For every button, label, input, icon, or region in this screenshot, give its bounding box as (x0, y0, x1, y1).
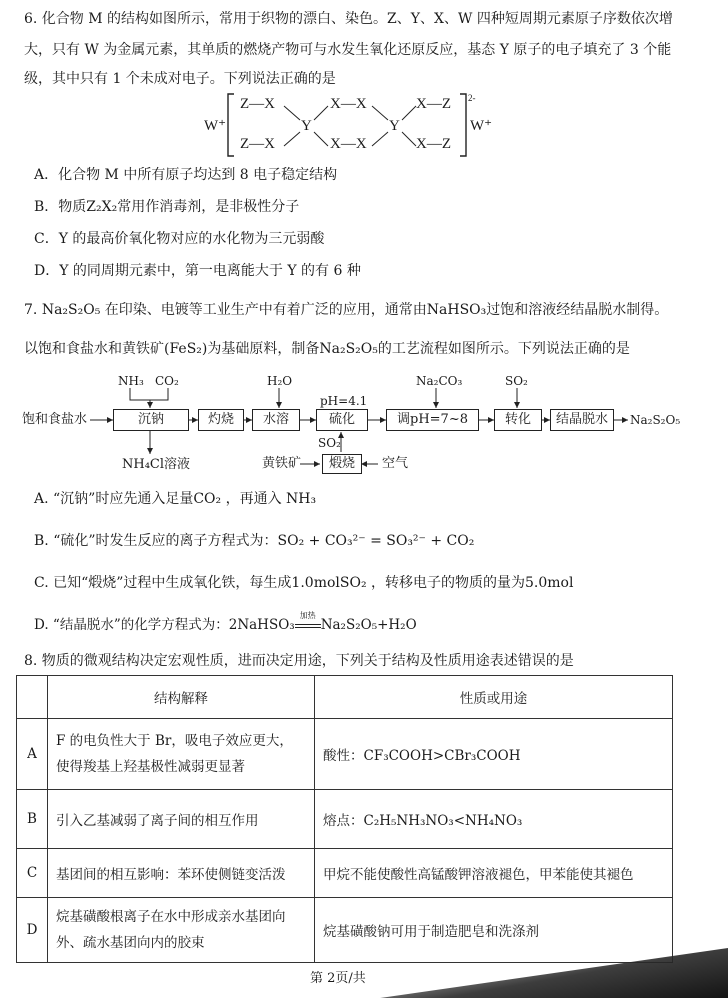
q6-option-c: C．Y 的最高价氧化物对应的水化物为三元弱酸 (34, 231, 325, 247)
flow-start-label: 饱和食盐水 (22, 412, 88, 427)
formula-charge: 2- (468, 93, 476, 103)
formula-bottom-mid: X—X (330, 136, 367, 152)
q6-option-a: A．化合物 M 中所有原子均达到 8 电子稳定结构 (34, 167, 338, 183)
formula-y2: Y (389, 118, 400, 134)
formula-bottom-left: Z—X (240, 136, 275, 152)
flow-co2: CO₂ (155, 374, 179, 388)
table-header-prop: 性质或用途 (315, 676, 673, 719)
formula-bottom-right: X—Z (416, 136, 451, 152)
formula-top-left: Z—X (240, 96, 275, 112)
q7-stem-line1: 7. Na₂S₂O₅ 在印染、电镀等工业生产中有着广泛的应用，通常由NaHSO₃过饱和溶液经结晶脱水制得。 (24, 302, 669, 318)
process-flowchart (0, 368, 728, 478)
flow-so2-mid: SO₂ (318, 436, 341, 450)
table-row: A F 的电负性大于 Br，吸电子效应更大，使得羧基上羟基极性减弱更显著 酸性：CF₃COOH>CBr₃COOH (17, 719, 673, 790)
page-footer: 第 2页/共 (310, 971, 366, 986)
flow-air: 空气 (382, 456, 409, 471)
flow-na2co3: Na₂CO₃ (416, 374, 463, 388)
flow-nh3: NH₃ (118, 374, 144, 388)
flow-box-zhuoshao: 灼烧 (198, 409, 244, 431)
q7-option-a: A. “沉钠”时应先通入足量CO₂ ，再通入 NH₃ (34, 491, 317, 507)
flow-h2o: H₂O (267, 374, 293, 388)
table-header-row (17, 676, 673, 719)
q6-stem-line2: 大，只有 W 为金属元素，其单质的燃烧产物可与水发生氧化还原反应，基态 Y 原子的电子填充了 3 个能 (24, 42, 672, 58)
flow-end-label: Na₂S₂O₅ (630, 413, 681, 427)
formula-w-left: W⁺ (204, 118, 227, 134)
q6-option-b: B．物质Z₂X₂常用作消毒剂，是非极性分子 (34, 199, 300, 215)
q6-option-d: D．Y 的同周期元素中，第一电离能大于 Y 的有 6 种 (34, 263, 361, 279)
table-row: D 烷基磺酸根离子在水中形成亲水基团向外、疏水基团向内的胶束 烷基磺酸钠可用于制造肥皂和洗涤剂 (17, 898, 673, 963)
flow-nh4cl: NH₄Cl溶液 (122, 457, 191, 472)
q6-stem-line1: 6. 化合物 M 的结构如图所示，常用于织物的漂白、染色。Z、Y、X、W 四种短周期元素原子序数依次增 (24, 11, 673, 27)
flow-box-calcine: 煅烧 (322, 454, 362, 474)
q7-option-c: C. 已知“煅烧”过程中生成氧化铁，每生成1.0molSO₂ ，转移电子的物质的量为5.0mol (34, 575, 574, 591)
heat-condition: 加热 (299, 611, 316, 620)
table-header-struct: 结构解释 (48, 676, 315, 719)
flow-box-zhuanhua: 转化 (494, 409, 542, 431)
table-row: C 基团间的相互影响：苯环使侧链变活泼 甲烷不能使酸性高锰酸钾溶液褪色，甲苯能使其褪色 (17, 849, 673, 898)
q6-stem-line3: 级，其中只有 1 个未成对电子。下列说法正确的是 (24, 71, 336, 87)
structure-formula (204, 90, 494, 162)
flow-ph-label: pH=4.1 (320, 394, 368, 408)
q8-table (16, 675, 673, 963)
q7-option-d: D. “结晶脱水”的化学方程式为：2NaHSO₃ 加热 Na₂S₂O₅+H₂O (34, 616, 417, 634)
flow-box-jiejing: 结晶脱水 (550, 409, 614, 431)
flow-so2-top: SO₂ (505, 374, 528, 388)
formula-top-mid: X—X (330, 96, 367, 112)
q8-stem: 8. 物质的微观结构决定宏观性质，进而决定用途，下列关于结构及性质用途表述错误的是 (24, 653, 574, 669)
formula-w-right: W⁺ (470, 118, 493, 134)
formula-y1: Y (301, 118, 312, 134)
table-row: B 引入乙基减弱了离子间的相互作用 熔点：C₂H₅NH₃NO₃<NH₄NO₃ (17, 790, 673, 849)
flow-pyrite: 黄铁矿 (262, 456, 302, 471)
formula-top-right: X—Z (416, 96, 451, 112)
table-header-key (17, 676, 48, 719)
flow-box-liuhua: 硫化 (316, 409, 368, 431)
q7-stem-line2: 以饱和食盐水和黄铁矿(FeS₂)为基础原料，制备Na₂S₂O₅的工艺流程如图所示。下列说法正确的是 (24, 341, 630, 357)
q7-option-b: B. “硫化”时发生反应的离子方程式为：SO₂ + CO₃²⁻ = SO₃²⁻ + CO₂ (34, 533, 475, 549)
flow-box-shuirong: 水溶 (252, 409, 300, 431)
flow-box-tiao-ph: 调pH=7~8 (386, 409, 479, 431)
flow-box-chenna: 沉钠 (113, 409, 189, 431)
